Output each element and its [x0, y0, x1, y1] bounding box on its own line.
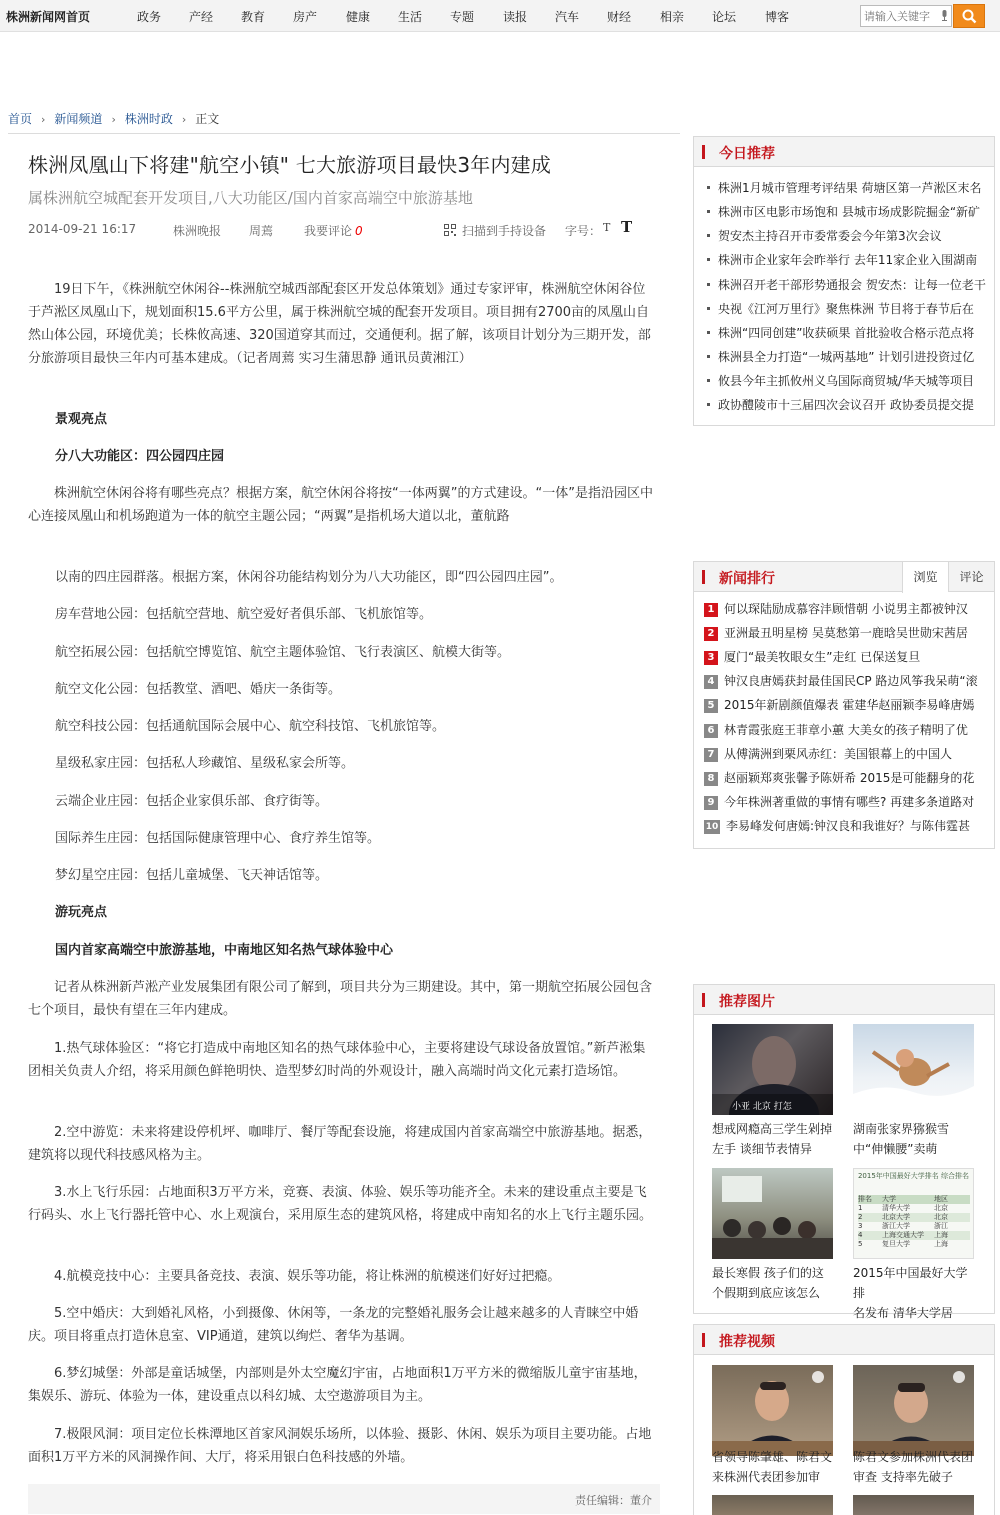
- section-subheading: 分八大功能区：四公园四庄园: [55, 449, 225, 464]
- photo-overlay-text: 2015年中国最好大学排名 综合排名: [857, 1172, 970, 1180]
- video-caption[interactable]: 陈君文参加株洲代表团 审查 支持率先破子: [853, 1450, 974, 1484]
- photo-thumbnail[interactable]: [712, 1024, 833, 1115]
- today-item[interactable]: 株洲市区电影市场饱和 县城市场成影院掘金“新矿: [707, 203, 987, 220]
- editor-credit: 责任编辑：董介: [575, 1494, 652, 1507]
- today-item[interactable]: 贺安杰主持召开市委常委会今年第3次会议: [707, 227, 987, 244]
- photo-thumbnail[interactable]: [853, 1168, 974, 1259]
- ranking-item[interactable]: 7 从傅满洲到栗风赤红：美国银幕上的中国人: [704, 745, 986, 762]
- photo-thumbnail[interactable]: [712, 1168, 833, 1259]
- article-paragraph: 航空拓展公园：包括航空博览馆、航空主题体验馆、飞行表演区、航模大街等。: [55, 645, 511, 660]
- font-large-button[interactable]: T: [621, 218, 633, 236]
- nav-item-health[interactable]: 健康: [346, 10, 371, 24]
- comment-label[interactable]: 我要评论: [304, 224, 353, 238]
- font-small-button[interactable]: T: [603, 221, 611, 234]
- article-paragraph: 7.极限风洞：项目定位长株潭地区首家风洞娱乐场所，以体验、摄影、休闲、娱乐为项目主要功能。占地面积1万平方米的风洞操作间、大厅，将采用银白色科技感的外墙。: [28, 1427, 652, 1465]
- breadcrumb-home[interactable]: 首页: [8, 112, 33, 126]
- breadcrumb-current: 正文: [195, 112, 220, 126]
- ranking-item[interactable]: 5 2015年新剧颜值爆表 霍建华赵丽颖李易峰唐嫣: [704, 696, 986, 713]
- video-caption[interactable]: 省领导陈肇雄、陈君文 来株洲代表团参加审: [712, 1450, 833, 1484]
- photo-caption[interactable]: 2015年中国最好大学排 名发布 清华大学居: [853, 1266, 968, 1320]
- comment-link[interactable]: [304, 222, 363, 239]
- article-paragraph: 19日下午，《株洲航空休闲谷--株洲航空城西部配套区开发总体策划》通过专家评审，株洲航空休闲谷位于芦淞区凤凰山下，规划面积15.6平方公里，属于株洲航空城的配套开发项目。项目拥有2700亩的凤凰山自然山体公园，环境优美；长株攸高速、320国道穿其而过，交通便利。据了解，该项目计划分为三期开发，部分旅游项目最快三年内可基本建成。（记者周蔫 实习生蒲思静 通讯员黄湘江）: [28, 282, 651, 366]
- nav-home-link[interactable]: 株洲新闻网首页: [6, 10, 91, 24]
- nav-item-blog[interactable]: 博客: [765, 10, 790, 24]
- article-paragraph: 记者从株洲新芦淞产业发展集团有限公司了解到，项目共分为三期建设。其中，第一期航空拓展公园包含七个项目，最快有望在三年内建成。: [28, 980, 653, 1018]
- today-item[interactable]: 株洲1月城市管理考评结果 荷塘区第一芦淞区末名: [707, 179, 987, 196]
- ranking-table: 排名 大学 地区 1 清华大学 北京 2 北京大学 北京 3 浙江大学 浙江 4 上海交通大学 上海 5 复旦大学 上海: [858, 1195, 970, 1249]
- top-nav: [0, 0, 1000, 32]
- nav-item-education[interactable]: 教育: [241, 10, 266, 24]
- search-input[interactable]: [861, 6, 937, 26]
- search-button[interactable]: [953, 4, 985, 28]
- nav-item-newspaper[interactable]: 读报: [503, 10, 528, 24]
- article-paragraph: 国际养生庄园：包括国际健康管理中心、食疗养生馆等。: [55, 831, 381, 846]
- today-item[interactable]: 株洲县全力打造“一城两基地” 计划引进投资过亿: [707, 348, 987, 365]
- photos-header: [694, 985, 994, 1015]
- nav-item-finance[interactable]: 财经: [607, 10, 632, 24]
- microphone-icon[interactable]: [941, 10, 948, 21]
- search-icon: [962, 9, 977, 24]
- divider: [8, 133, 680, 134]
- nav-item-auto[interactable]: 汽车: [555, 10, 580, 24]
- photo-caption[interactable]: 湖南张家界猕猴雪 中“伸懒腰”卖萌: [853, 1122, 950, 1156]
- section-heading: 游玩亮点: [55, 905, 108, 920]
- article-paragraph: 航空文化公园：包括教堂、酒吧、婚庆一条街等。: [55, 682, 342, 697]
- nav-item-forum[interactable]: 论坛: [712, 10, 737, 24]
- ranking-item[interactable]: 1 何以琛陆励成慕容沣顾惜朝 小说男主都被钟汉: [704, 600, 986, 617]
- photo-caption[interactable]: 最长寒假 孩子们的这 个假期到底应该怎么: [712, 1266, 824, 1300]
- breadcrumb-channel[interactable]: 新闻频道: [54, 112, 103, 126]
- nav-item-life[interactable]: 生活: [398, 10, 423, 24]
- nav-item-politics[interactable]: 政务: [137, 10, 162, 24]
- photo-thumbnail[interactable]: [853, 1024, 974, 1115]
- videos-header: [694, 1325, 994, 1355]
- article-paragraph: 以南的四庄园群落。根据方案，休闲谷功能结构划分为八大功能区，即“四公园四庄园”。: [55, 570, 563, 585]
- video-thumbnail[interactable]: [712, 1495, 833, 1515]
- breadcrumb-section[interactable]: 株洲时政: [124, 112, 173, 126]
- tab-views[interactable]: 浏览: [902, 562, 948, 593]
- recommended-photos-box: [693, 984, 995, 1320]
- nav-item-topics[interactable]: 专题: [450, 10, 475, 24]
- article-paragraph: 6.梦幻城堡：外部是童话城堡，内部则是外太空魔幻宇宙，占地面积1万平方米的微缩版儿童宇宙基地，集娱乐、游玩、体验为一体，建设重点以科幻城、太空遨游项目为主。: [28, 1366, 647, 1404]
- nav-item-dating[interactable]: 相亲: [660, 10, 685, 24]
- article-paragraph: 1.热气球体验区：“将它打造成中南地区知名的热气球体验中心，主要将建设气球设备放置馆。”新芦淞集团相关负责人介绍，将采用颜色鲜艳明快、造型梦幻时尚的外观设计，融入高端时尚文化元素打造场馆。: [28, 1041, 646, 1079]
- article-paragraph: 房车营地公园：包括航空营地、航空爱好者俱乐部、飞机旅馆等。: [55, 607, 433, 622]
- article-title: 株洲凤凰山下将建"航空小镇" 七大旅游项目最快3年内建成: [28, 153, 552, 177]
- today-item[interactable]: 株洲市企业家年会昨举行 去年11家企业入围湖南: [707, 251, 987, 268]
- ranking-item[interactable]: 10 李易峰发何唐嫣:钟汉良和我谁好？与陈伟霆甚: [705, 819, 971, 833]
- video-thumbnail[interactable]: [853, 1365, 974, 1456]
- chevron-right-icon: ›: [111, 113, 116, 126]
- today-item[interactable]: 央视《江河万里行》聚焦株洲 节目将于春节后在: [707, 300, 987, 317]
- section-subheading: 国内首家高端空中旅游基地，中南地区知名热气球体验中心: [55, 943, 394, 958]
- today-recommend-box: [693, 136, 995, 426]
- ranking-item[interactable]: 4 钟汉良唐嫣获封最佳国民CP 路边风筝我呆萌“滚: [704, 672, 986, 689]
- article-paragraph: 3.水上飞行乐园：占地面积3万平方米，竞赛、表演、体验、娱乐等功能齐全。未来的建设重点主要是飞行码头、水上飞行器托管中心、水上观演台，采用原生态的建筑风格，将建成中南知名的水上飞行主题乐园。: [28, 1185, 653, 1223]
- chevron-right-icon: ›: [181, 113, 187, 126]
- today-item[interactable]: 株洲“四同创建”收获硕果 首批验收合格示范点将: [707, 324, 987, 341]
- ranking-item[interactable]: 2 亚洲最丑明星榜 吴莫愁第一鹿晗吴世勋宋茜居: [704, 624, 986, 641]
- today-title: 今日推荐: [719, 146, 775, 162]
- scan-to-device-link[interactable]: 扫描到手持设备: [462, 224, 547, 238]
- article-paragraph: 株洲航空休闲谷将有哪些亮点？根据方案，航空休闲谷将按“一体两翼”的方式建设。“一体”是指沿园区中心连接凤凰山和机场跑道为一体的航空主题公园；“两翼”是指机场大道以北，董航路: [28, 486, 653, 524]
- qr-code-icon[interactable]: [444, 224, 456, 236]
- ranking-item[interactable]: 8 赵丽颖郑爽张馨予陈妍希 2015是可能翻身的花: [704, 769, 986, 786]
- ranking-item[interactable]: 3 厦门“最美牧眼女生”走红 已保送复旦: [704, 648, 986, 665]
- nav-item-industry[interactable]: 产经: [189, 10, 214, 24]
- chevron-right-icon: ›: [41, 113, 46, 126]
- ranking-item[interactable]: 9 今年株洲著重做的事情有哪些? 再建多条道路对: [704, 793, 986, 810]
- today-item[interactable]: 政协醴陵市十三届四次会议召开 政协委员提交提: [707, 396, 987, 413]
- videos-title: 推荐视频: [719, 1334, 775, 1350]
- article-paragraph: 云端企业庄园：包括企业家俱乐部、食疗街等。: [55, 794, 329, 809]
- section-heading: 景观亮点: [55, 412, 108, 427]
- photo-caption[interactable]: 想戒网瘾高三学生剁掉 左手 谈细节表情异: [712, 1122, 833, 1156]
- nav-item-realestate[interactable]: 房产: [293, 10, 318, 24]
- ranking-header: [694, 562, 994, 592]
- article-paragraph: 5.空中婚庆：大到婚礼风格，小到摄像、休闲等，一条龙的完整婚礼服务会让越来越多的人青睐空中婚庆。项目将重点打造休息室、VIP通道，建筑以绚烂、奢华为基调。: [28, 1306, 639, 1344]
- article-paragraph: 4.航模竞技中心：主要具备竞技、表演、娱乐等功能，将让株洲的航模迷们好好过把瘾。: [54, 1269, 561, 1284]
- article-date: 2014-09-21 16:17: [28, 222, 137, 236]
- search-box: [860, 5, 952, 27]
- editor-bar: [28, 1484, 660, 1514]
- today-item[interactable]: 株洲召开老干部形势通报会 贺安杰：让每一位老干: [707, 276, 987, 293]
- video-thumbnail[interactable]: [853, 1495, 974, 1515]
- tab-comments[interactable]: 评论: [948, 562, 994, 592]
- news-ranking-box: [693, 561, 995, 849]
- today-item[interactable]: 攸县今年主抓攸州义乌国际商贸城/华天城等项目: [707, 372, 987, 389]
- comment-count: 0: [355, 224, 363, 238]
- article-paragraph: 星级私家庄园：包括私人珍藏馆、星级私家会所等。: [55, 756, 355, 771]
- breadcrumb: [8, 110, 219, 127]
- ranking-title: 新闻排行: [719, 571, 775, 587]
- font-size-label: 字号：: [565, 224, 602, 238]
- photos-title: 推荐图片: [719, 994, 775, 1010]
- ranking-item[interactable]: 6 林青霞张庭王菲章小蕙 大美女的孩子精明了优: [704, 721, 986, 738]
- photo-overlay-text: 小亚 北京 打怎: [732, 1102, 792, 1112]
- today-header: [694, 137, 994, 167]
- article-author: 周蔫: [249, 224, 274, 238]
- article-paragraph: 航空科技公园：包括通航国际会展中心、航空科技馆、飞机旅馆等。: [55, 719, 446, 734]
- article-source[interactable]: 株洲晚报: [173, 224, 222, 238]
- article-paragraph: 2.空中游览：未来将建设停机坪、咖啡厅、餐厅等配套设施，将建成国内首家高端空中旅游基地。据悉，建筑将以现代科技感风格为主。: [28, 1125, 652, 1163]
- recommended-videos-box: [693, 1324, 995, 1515]
- video-thumbnail[interactable]: [712, 1365, 833, 1456]
- article-subtitle: 属株洲航空城配套开发项目,八大功能区/国内首家高端空中旅游基地: [28, 189, 473, 207]
- article-paragraph: 梦幻星空庄园：包括儿童城堡、飞天神话馆等。: [55, 868, 329, 883]
